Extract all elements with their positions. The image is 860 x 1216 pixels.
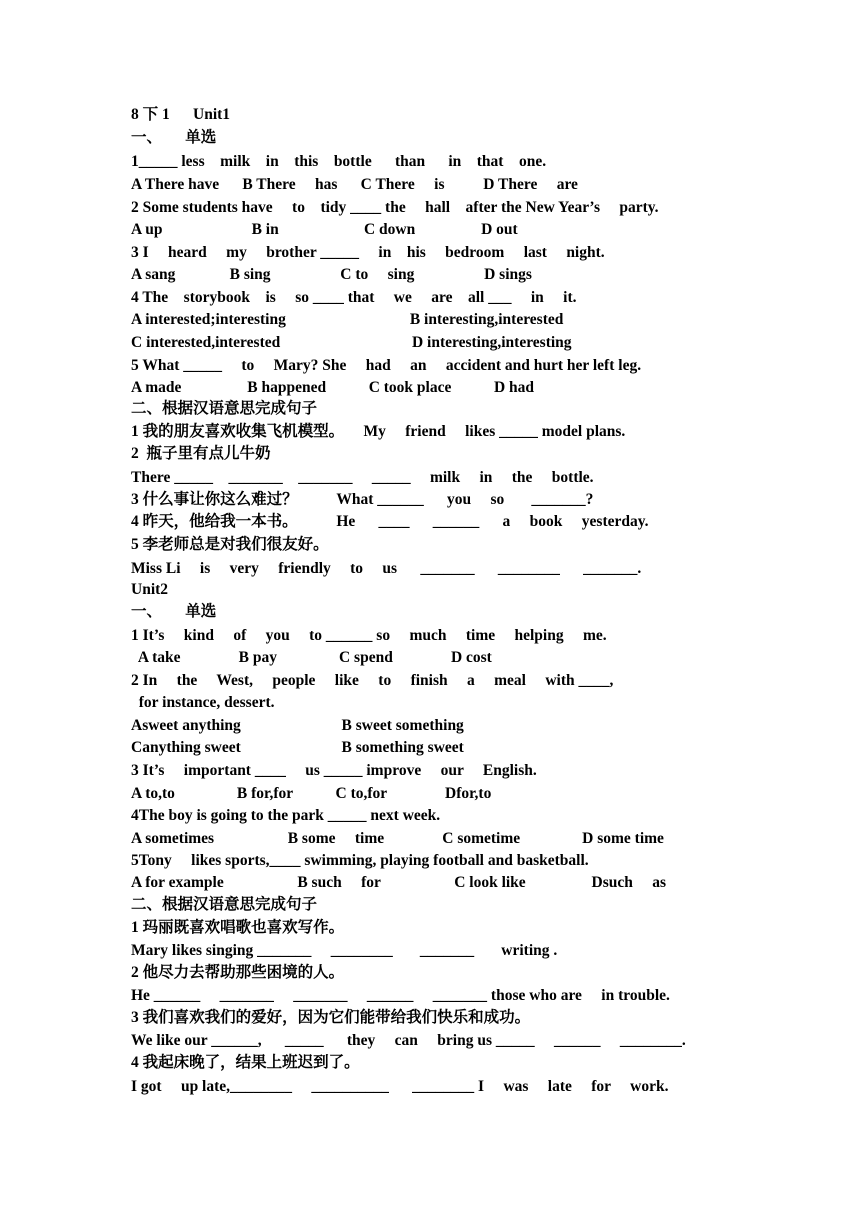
- translation-line: 4 昨天，他给我一本书。 He ____ ______ a book yesterday.: [131, 513, 649, 530]
- option-line: A take B pay C spend D cost: [131, 649, 492, 666]
- prompt-line: 2 他尽力去帮助那些困境的人。: [131, 964, 345, 981]
- question-line: 4The boy is going to the park _____ next week.: [131, 807, 441, 824]
- option-line: A sometimes B some time C sometime D some time: [131, 830, 664, 847]
- answer-line: Miss Li is very friendly to us _______ ________ _______.: [131, 560, 642, 577]
- option-line: C interested,interested D interesting,interesting: [131, 334, 572, 351]
- option-line: A interested;interesting B interesting,interested: [131, 311, 564, 328]
- option-line: A up B in C down D out: [131, 221, 518, 238]
- option-line: A made B happened C took place D had: [131, 379, 535, 396]
- question-line: 1_____ less milk in this bottle than in that one.: [131, 153, 547, 170]
- unit-heading: Unit2: [131, 581, 169, 598]
- translation-line: 3 什么事让你这么难过？ What ______ you so _______?: [131, 491, 594, 508]
- answer-line: I got up late,________ __________ ________ I was late for work.: [131, 1078, 669, 1095]
- option-line: A There have B There has C There is D There are: [131, 176, 578, 193]
- answer-line: There _____ _______ _______ _____ milk in the bottle.: [131, 469, 594, 486]
- section-heading: 一、 单选: [131, 129, 217, 146]
- question-line: 4 The storybook is so ____ that we are all ___ in it.: [131, 289, 577, 306]
- answer-line: Mary likes singing _______ ________ _______ writing .: [131, 942, 558, 959]
- option-line: Canything sweet B something sweet: [131, 739, 464, 756]
- translation-line: 1 我的朋友喜欢收集飞机模型。 My friend likes _____ model plans.: [131, 423, 626, 440]
- option-line: A to,to B for,for C to,for Dfor,to: [131, 785, 492, 802]
- option-line: Asweet anything B sweet something: [131, 717, 464, 734]
- question-line: 5 What _____ to Mary? She had an accident and hurt her left leg.: [131, 357, 642, 374]
- question-line: 1 It’s kind of you to ______ so much time helping me.: [131, 627, 607, 644]
- question-line: 3 I heard my brother _____ in his bedroom last night.: [131, 244, 605, 261]
- question-line: 2 In the West, people like to finish a meal with ____,: [131, 672, 614, 689]
- section-heading: 一、 单选: [131, 603, 217, 620]
- prompt-line: 2 瓶子里有点儿牛奶: [131, 445, 271, 462]
- prompt-line: 1 玛丽既喜欢唱歌也喜欢写作。: [131, 919, 345, 936]
- option-line: A sang B sing C to sing D sings: [131, 266, 532, 283]
- section-heading: 二、根据汉语意思完成句子: [131, 896, 318, 913]
- prompt-line: 4 我起床晚了，结果上班迟到了。: [131, 1054, 360, 1071]
- question-line: 3 It’s important ____ us _____ improve our English.: [131, 762, 537, 779]
- prompt-line: 3 我们喜欢我们的爱好，因为它们能带给我们快乐和成功。: [131, 1009, 531, 1026]
- question-line: 2 Some students have to tidy ____ the hall after the New Year’s party.: [131, 199, 659, 216]
- question-line: for instance, dessert.: [131, 694, 275, 711]
- option-line: A for example B such for C look like Dsuch as: [131, 874, 667, 891]
- section-heading: 二、根据汉语意思完成句子: [131, 400, 318, 417]
- prompt-line: 5 李老师总是对我们很友好。: [131, 536, 329, 553]
- answer-line: He ______ _______ _______ ______ _______ those who are in trouble.: [131, 987, 670, 1004]
- answer-line: We like our ______, _____ they can bring us _____ ______ ________.: [131, 1032, 686, 1049]
- question-line: 5Tony likes sports,____ swimming, playing football and basketball.: [131, 852, 589, 869]
- page-heading: 8 下 1 Unit1: [131, 106, 231, 123]
